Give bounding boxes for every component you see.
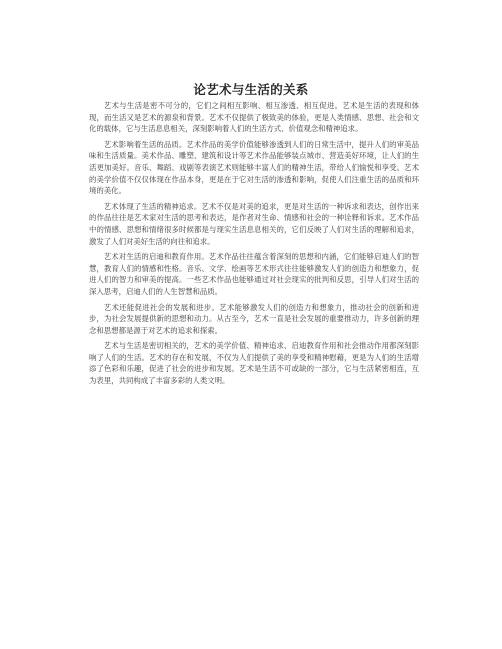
paragraph-5: 艺术还能促进社会的发展和进步。艺术能够激发人们的创造力和想象力，推动社会的创新和进步，为社会发展提供新的思想和动力。从古至今，艺术一直是社会发展的重要推动力，许多创新的理念和思想都是源于对艺术的追求和探索。 bbox=[89, 302, 419, 335]
document-title: 论艺术与生活的关系 bbox=[193, 82, 309, 97]
paragraph-2: 艺术影响着生活的品质。艺术作品的美学价值能够渗透到人们的日常生活中，提升人们的审美品味和生活质量。美术作品、雕塑、建筑和设计等艺术作品能够装点城市、营造美好环境，让人们的生活更加美好。音乐、舞蹈、戏剧等表演艺术则能够丰富人们的精神生活，带给人们愉悦和享受。艺术的美学价值不仅仅体现在作品本身，更是在于它对生活的渗透和影响，促使人们注重生活的品质和环境的美化。 bbox=[89, 139, 419, 196]
document-body bbox=[89, 100, 419, 391]
paragraph-1: 艺术与生活是密不可分的，它们之间相互影响、相互渗透、相互促进。艺术是生活的表现和体现，而生活又是艺术的源泉和背景。艺术不仅提供了极致美的体验，更是人类情感、思想、社会和文化的载体，它与生活息息相关，深刻影响着人们的生活方式、价值观念和精神追求。 bbox=[89, 101, 419, 134]
paragraph-3: 艺术体现了生活的精神追求。艺术不仅是对美的追求，更是对生活的一种诉求和表达，创作出来的作品往往是艺术家对生活的思考和表达，是作者对生命、情感和社会的一种诠释和诉求。艺术作品中的情感、思想和情绪很多时候都是与现实生活息息相关的，它们反映了人们对生活的理解和追求，激发了人们对美好生活的向往和追求。 bbox=[89, 201, 419, 246]
paragraph-4: 艺术对生活的启迪和教育作用。艺术作品往往蕴含着深刻的思想和内涵，它们能够启迪人们的智慧，教育人们的情感和性格。音乐、文学、绘画等艺术形式往往能够激发人们的创造力和想象力，促进人们的智力和审美的提高。一些艺术作品也能够通过对社会现实的批判和反思，引导人们对生活的深入思考，启迪人们的人生智慧和品质。 bbox=[89, 252, 419, 296]
paragraph-6: 艺术与生活是密切相关的，艺术的美学价值、精神追求、启迪教育作用和社会推动作用都深刻影响了人们的生活。艺术的存在和发展，不仅为人们提供了美的享受和精神慰藉，更是为人们的生活增添了色彩和乐趣，促进了社会的进步和发展。艺术是生活不可或缺的一部分，它与生活紧密相连，互为表里，共同构成了丰富多彩的人类文明。 bbox=[89, 341, 419, 386]
